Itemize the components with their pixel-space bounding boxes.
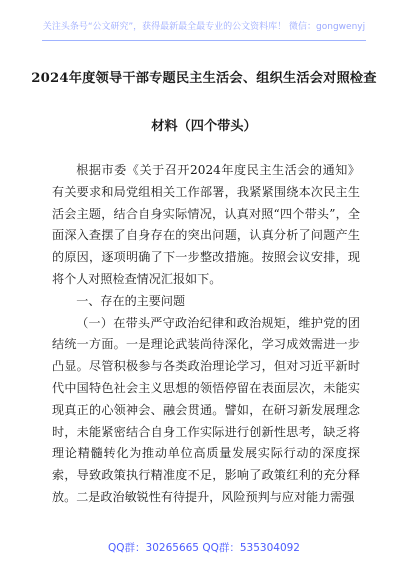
document-body: [52, 160, 360, 509]
section-heading: 一、存在的主要问题: [76, 293, 186, 308]
document-title: 2024年度领导干部专题民主生活会、组织生活会对照检查: [31, 71, 377, 86]
header-banner: 关注头条号“公文研究”，获得最新最全最专业的公文资料库！ 微信：gongwenyj: [42, 22, 366, 32]
document-title-continued: 材料（四个带头）: [151, 119, 257, 134]
footer-contact: QQ群：30265665 QQ群：535304092: [108, 542, 300, 554]
header-divider: [42, 40, 366, 41]
intro-paragraph: 根据市委《关于召开2024年度民主生活会的通知》有关要求和局党组相关工作部署，我紧紧围绕本次民主生活会主题，结合自身实际情况，认真对照“四个带头”，全面深入查摆了自身存在的突出问题，认真分析了问题产生的原因，逐项明确了下一步整改措施。按照会议安排，现将个人对照检查情况汇报如下。: [52, 163, 360, 286]
body-paragraph: （一）在带头严守政治纪律和政治规矩，维护党的团结统一方面。一是理论武装尚待深化，学习成效需进一步凸显。尽管积极参与各类政治理论学习，但对习近平新时代中国特色社会主义思想的领悟停留在表面层次，未能实现真正的心领神会、融会贯通。譬如，在研习新发展理念时，未能紧密结合自身工作实际进行创新性思考，缺乏将理论精髓转化为推动单位高质量发展实际行动的深度探索，导致政策执行精准度不足，影响了政策红利的充分释放。二是政治敏锐性有待提升，风险预判与应对能力需强: [52, 315, 360, 504]
